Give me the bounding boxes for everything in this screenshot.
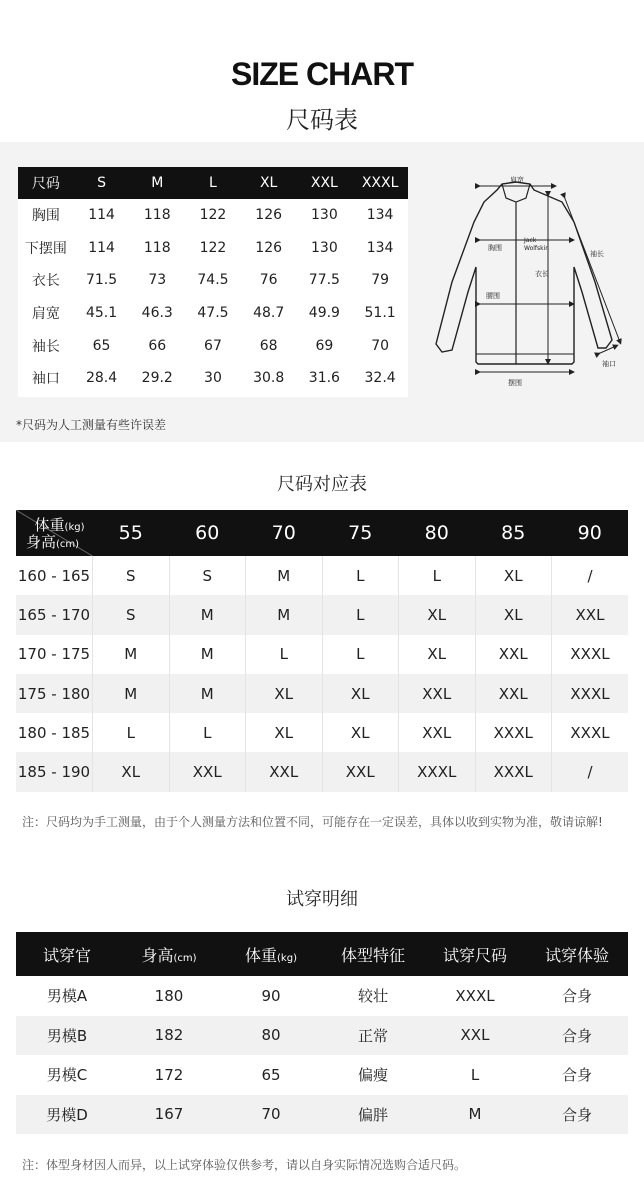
- fitting-note: 注：体型身材因人而异，以上试穿体验仅供参考，请以自身实际情况选购合适尺码。: [22, 1158, 467, 1172]
- size-cell: XXXL: [570, 645, 610, 664]
- size-chart-header-cell: 尺码: [18, 167, 74, 199]
- size-chart-cell: 114: [88, 207, 115, 224]
- size-cell: XXXL: [475, 713, 552, 752]
- fitting-header-label: 身高: [141, 945, 174, 965]
- jacket-outline: [436, 182, 612, 364]
- size-cell: XL: [246, 674, 323, 713]
- label-cuff: 袖口: [602, 360, 616, 368]
- size-cell: XXL: [552, 595, 629, 634]
- fitting-cell: 男模B: [16, 1016, 118, 1056]
- size-chart-cell: 122: [199, 239, 227, 256]
- size-chart-cell: 71.5: [85, 272, 118, 289]
- fitting-cell: M: [424, 1095, 526, 1135]
- size-cell: XXXL: [570, 723, 610, 742]
- fitting-header-cell: [322, 932, 424, 976]
- size-chart-cell: 下摆围: [24, 240, 67, 257]
- weight-header-cell: 60: [169, 510, 246, 556]
- size-cell: S: [93, 595, 170, 634]
- size-cell: XXL: [322, 752, 399, 791]
- label-hem: 摆围: [508, 379, 522, 387]
- height-range-cell: 175 - 180: [16, 674, 93, 713]
- fitting-cell: 80: [220, 1016, 322, 1056]
- size-chart-cell: 49.9: [308, 305, 340, 322]
- size-cell: M: [169, 595, 246, 634]
- correspondence-row: [16, 595, 628, 634]
- weight-header-cell: 75: [322, 510, 399, 556]
- size-chart-header-cell: XXL: [297, 167, 353, 199]
- size-chart-cell: 28.4: [85, 370, 118, 387]
- size-cell: M: [169, 635, 246, 674]
- size-cell: XL: [322, 713, 399, 752]
- correspondence-row: [16, 635, 628, 674]
- weight-header-cell: 55: [93, 510, 170, 556]
- size-cell: XL: [399, 635, 476, 674]
- height-range-cell: 160 - 165: [16, 556, 93, 595]
- size-chart-row: [18, 329, 408, 362]
- size-chart-cell: 51.1: [364, 305, 396, 322]
- corner-height: [26, 531, 79, 552]
- size-chart-cell: 袖长: [31, 338, 60, 355]
- logo-line1: Jack: [524, 237, 537, 244]
- size-chart-cell: 134: [366, 207, 394, 224]
- fitting-cell: 合身: [526, 1016, 628, 1056]
- fitting-cell: XXL: [424, 1016, 526, 1056]
- size-chart-note: *尺码为人工测量有些许误差: [16, 418, 167, 432]
- correspondence-table: [16, 510, 628, 792]
- fitting-header-cell: [220, 932, 322, 976]
- correspondence-title: 尺码对应表: [277, 474, 367, 495]
- correspondence-row: [16, 713, 628, 752]
- fitting-cell: 正常: [322, 1016, 424, 1056]
- size-chart-cell: 30: [204, 370, 222, 387]
- size-chart-row: [18, 362, 408, 395]
- size-cell: XXXL: [552, 674, 629, 713]
- label-length: 衣长: [535, 270, 549, 278]
- corner-weight-unit: (kg): [64, 522, 85, 533]
- size-cell: L: [169, 713, 246, 752]
- height-range-cell: 185 - 190: [16, 752, 93, 791]
- fitting-cell: 男模D: [16, 1095, 118, 1135]
- size-chart-cell: 衣长: [31, 273, 60, 290]
- fitting-cell: 167: [118, 1095, 220, 1135]
- size-cell: XXL: [399, 674, 476, 713]
- size-chart-row: [18, 264, 408, 297]
- correspondence-row: [16, 752, 628, 791]
- fitting-row: [16, 1016, 628, 1056]
- size-chart-cell: 118: [143, 207, 171, 224]
- fitting-cell: 172: [154, 1065, 184, 1084]
- size-cell: S: [169, 556, 246, 595]
- size-chart-header-cell: XXXL: [352, 167, 408, 199]
- size-chart-cell: 69: [315, 337, 334, 354]
- fitting-header-row: [16, 932, 628, 976]
- fitting-cell: 合身: [561, 1066, 592, 1085]
- weight-header-cell: 85: [475, 510, 552, 556]
- size-cell: L: [322, 635, 399, 674]
- size-chart-cell: 31.6: [308, 370, 340, 387]
- size-chart-cell: 45.1: [85, 305, 118, 322]
- fitting-header-label: 体型特征: [340, 945, 405, 965]
- size-chart-cell: 118: [143, 239, 171, 256]
- height-range-cell: 170 - 175: [16, 635, 93, 674]
- correspondence-note: 注：尺码均为手工测量，由于个人测量方法和位置不同，可能存在一定误差，具体以收到实物为准，敬请谅解!: [22, 815, 603, 829]
- jacket-collar: [502, 184, 530, 202]
- fitting-header-unit: (kg): [277, 952, 297, 964]
- size-cell: M: [246, 556, 323, 595]
- size-cell: XL: [475, 595, 552, 634]
- size-cell: M: [246, 595, 323, 634]
- size-chart-cell: 46.3: [141, 305, 173, 322]
- fitting-cell: 180: [154, 986, 184, 1005]
- label-sleeve: 袖长: [590, 250, 604, 258]
- size-chart-cell: 67: [204, 337, 222, 354]
- correspondence-row: [16, 556, 628, 595]
- fitting-cell: 偏瘦: [357, 1066, 388, 1085]
- size-chart-cell: 65: [92, 337, 111, 354]
- size-chart-header-row: [18, 167, 408, 199]
- size-chart-cell: 肩宽: [31, 306, 60, 323]
- fitting-header-cell: [118, 932, 220, 976]
- fitting-cell: 90: [261, 986, 281, 1005]
- sleeve-arrow: [564, 196, 620, 342]
- size-chart-cell: 130: [311, 207, 338, 224]
- size-chart-row: [18, 199, 408, 232]
- page-title-en: SIZE CHART: [231, 56, 413, 92]
- page-title-cn: 尺码表: [286, 106, 358, 134]
- size-chart-cell: 32.4: [364, 370, 396, 387]
- size-chart-table: [18, 167, 408, 395]
- fitting-cell: 较壮: [357, 987, 388, 1006]
- fitting-row: [16, 1055, 628, 1095]
- size-chart-cell: 73: [148, 272, 167, 289]
- fitting-header-label: 试穿体验: [544, 945, 609, 965]
- fitting-cell: 偏胖: [322, 1095, 424, 1135]
- size-chart-header-cell: L: [185, 167, 241, 199]
- size-cell: M: [93, 635, 170, 674]
- size-chart-cell: 114: [88, 239, 115, 256]
- size-cell: XL: [322, 674, 399, 713]
- size-cell: M: [93, 674, 170, 713]
- weight-header-cell: 90: [552, 510, 629, 556]
- fitting-header-label: 试穿官: [42, 945, 91, 965]
- fitting-header-label: 试穿尺码: [442, 945, 507, 965]
- size-cell: L: [399, 556, 476, 595]
- size-chart-header-cell: M: [129, 167, 185, 199]
- logo-line2: Wolfskin: [524, 245, 550, 252]
- fitting-cell: 合身: [561, 987, 592, 1006]
- fitting-row: [16, 976, 628, 1016]
- size-cell: XXL: [169, 752, 246, 791]
- fitting-cell: 182: [118, 1016, 220, 1056]
- size-chart-cell: 126: [255, 239, 283, 256]
- fitting-header-cell: [424, 932, 526, 976]
- size-chart-header-cell: S: [74, 167, 130, 199]
- size-chart-cell: 74.5: [197, 272, 229, 289]
- size-chart-cell: 袖口: [31, 371, 60, 388]
- size-chart-cell: 66: [148, 337, 167, 354]
- size-cell: M: [169, 674, 246, 713]
- size-cell: L: [246, 635, 323, 674]
- size-chart-cell: 48.7: [253, 305, 285, 322]
- fitting-header-cell: [526, 932, 628, 976]
- label-waist: 腰围: [486, 292, 500, 300]
- fitting-title: 试穿明细: [286, 889, 358, 910]
- size-cell: XXXL: [399, 752, 476, 791]
- size-chart-header-cell: XL: [241, 167, 297, 199]
- fitting-cell: L: [470, 1065, 480, 1084]
- fitting-cell: 合身: [526, 1095, 628, 1135]
- size-cell: L: [93, 713, 170, 752]
- size-cell: XXXL: [475, 752, 552, 791]
- size-chart-cell: 70: [371, 337, 390, 354]
- size-chart-cell: 76: [259, 272, 278, 289]
- size-chart-cell: 68: [259, 337, 278, 354]
- size-chart-cell: 126: [255, 207, 283, 224]
- fitting-table: [16, 932, 628, 1134]
- correspondence-row: [16, 674, 628, 713]
- fitting-cell: 男模A: [46, 987, 88, 1006]
- size-cell: XXL: [399, 713, 476, 752]
- size-chart-row: [18, 232, 408, 265]
- size-cell: XL: [399, 595, 476, 634]
- size-chart-cell: 胸围: [31, 208, 60, 225]
- size-chart-cell: 47.5: [197, 305, 229, 322]
- size-cell: L: [322, 595, 399, 634]
- size-cell: XXL: [475, 674, 552, 713]
- size-chart-cell: 79: [371, 272, 390, 289]
- correspondence-header-row: [16, 510, 628, 556]
- size-chart-cell: 130: [311, 239, 338, 256]
- size-chart-row: [18, 297, 408, 330]
- fitting-cell: 65: [261, 1065, 281, 1084]
- size-cell: /: [552, 752, 629, 791]
- fitting-cell: 男模C: [46, 1066, 88, 1085]
- size-chart-cell: 122: [199, 207, 227, 224]
- fitting-row: [16, 1095, 628, 1135]
- weight-header-cell: 70: [246, 510, 323, 556]
- size-cell: XL: [246, 713, 323, 752]
- jacket-diagram: [412, 172, 644, 397]
- size-cell: S: [93, 556, 170, 595]
- fitting-header-cell: [16, 932, 118, 976]
- label-chest: 胸围: [488, 244, 502, 252]
- label-shoulder: 肩宽: [510, 176, 524, 184]
- corner-height-label: 身高: [26, 533, 57, 551]
- fitting-cell: XXXL: [455, 986, 495, 1005]
- fitting-cell: 70: [220, 1095, 322, 1135]
- size-chart-cell: 29.2: [141, 370, 173, 387]
- size-chart-cell: 134: [366, 239, 394, 256]
- corner-height-unit: (cm): [56, 539, 80, 550]
- size-chart-cell: 77.5: [308, 272, 340, 289]
- corner-header: [16, 510, 93, 556]
- size-cell: XXL: [246, 752, 323, 791]
- size-cell: XL: [475, 556, 552, 595]
- weight-header-cell: 80: [399, 510, 476, 556]
- height-range-cell: 180 - 185: [16, 713, 93, 752]
- size-chart-cell: 30.8: [253, 370, 285, 387]
- size-cell: L: [322, 556, 399, 595]
- size-chart-panel: [0, 142, 644, 442]
- size-cell: /: [587, 566, 593, 585]
- height-range-cell: 165 - 170: [16, 595, 93, 634]
- size-cell: XL: [93, 752, 170, 791]
- corner-weight-label: 体重: [34, 516, 65, 534]
- fitting-header-unit: (cm): [173, 952, 197, 964]
- size-cell: XXL: [475, 635, 552, 674]
- fitting-header-label: 体重: [245, 945, 278, 965]
